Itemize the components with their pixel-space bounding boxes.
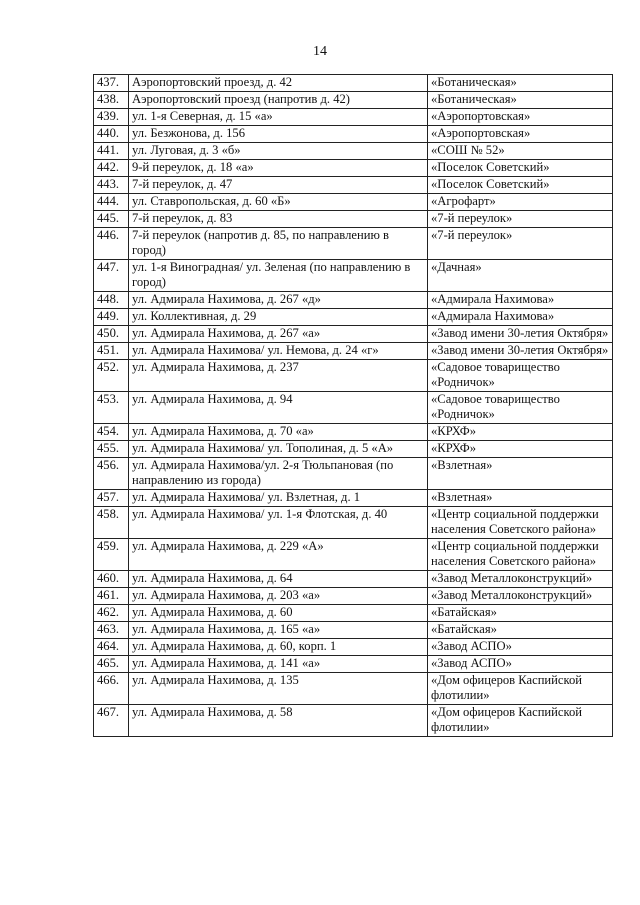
row-number: 463. xyxy=(94,622,129,639)
page-number: 14 xyxy=(313,44,327,59)
stop-address: ул. Адмирала Нахимова/ ул. Взлетная, д. 1 xyxy=(129,490,428,507)
stop-address: ул. Адмирала Нахимова/ ул. Немова, д. 24 «г» xyxy=(129,343,428,360)
row-number: 455. xyxy=(94,441,129,458)
row-number: 445. xyxy=(94,211,129,228)
row-number: 442. xyxy=(94,160,129,177)
row-number: 461. xyxy=(94,588,129,605)
stop-address: ул. Ставропольская, д. 60 «Б» xyxy=(129,194,428,211)
stop-name: «Адмирала Нахимова» xyxy=(428,292,613,309)
row-number: 465. xyxy=(94,656,129,673)
stop-address: ул. 1-я Виноградная/ ул. Зеленая (по направлению в город) xyxy=(129,260,428,292)
row-number: 449. xyxy=(94,309,129,326)
stop-address: ул. Безжонова, д. 156 xyxy=(129,126,428,143)
row-number: 452. xyxy=(94,360,129,392)
stop-name: «Дачная» xyxy=(428,260,613,292)
stop-address: ул. Адмирала Нахимова, д. 70 «а» xyxy=(129,424,428,441)
stop-name: «Завод имени 30-летия Октября» xyxy=(428,343,613,360)
stop-address: 7-й переулок, д. 47 xyxy=(129,177,428,194)
row-number: 460. xyxy=(94,571,129,588)
stop-name: «СОШ № 52» xyxy=(428,143,613,160)
row-number: 458. xyxy=(94,507,129,539)
stop-name: «Аэропортовская» xyxy=(428,109,613,126)
stop-name: «Садовое товарищество «Родничок» xyxy=(428,392,613,424)
stop-name: «Завод Металлоконструкций» xyxy=(428,571,613,588)
stop-address: 7-й переулок (напротив д. 85, по направлению в город) xyxy=(129,228,428,260)
stop-name: «Садовое товарищество «Родничок» xyxy=(428,360,613,392)
stop-name: «Агрофарт» xyxy=(428,194,613,211)
table-row xyxy=(94,326,613,343)
stop-address: ул. Адмирала Нахимова, д. 237 xyxy=(129,360,428,392)
stop-name: «Взлетная» xyxy=(428,458,613,490)
table-row xyxy=(94,673,613,705)
row-number: 451. xyxy=(94,343,129,360)
stop-name: «КРХФ» xyxy=(428,441,613,458)
row-number: 454. xyxy=(94,424,129,441)
table-row xyxy=(94,539,613,571)
table-row xyxy=(94,424,613,441)
table-row xyxy=(94,490,613,507)
table-row xyxy=(94,194,613,211)
row-number: 439. xyxy=(94,109,129,126)
table-row xyxy=(94,343,613,360)
row-number: 462. xyxy=(94,605,129,622)
stop-name: «Адмирала Нахимова» xyxy=(428,309,613,326)
stop-address: ул. 1-я Северная, д. 15 «а» xyxy=(129,109,428,126)
stop-name: «Центр социальной поддержки населения Советского района» xyxy=(428,539,613,571)
table-row xyxy=(94,143,613,160)
table-row xyxy=(94,360,613,392)
stop-address: ул. Адмирала Нахимова, д. 94 xyxy=(129,392,428,424)
stop-name: «Ботаническая» xyxy=(428,75,613,92)
stop-name: «Завод Металлоконструкций» xyxy=(428,588,613,605)
stop-address: ул. Коллективная, д. 29 xyxy=(129,309,428,326)
stop-address: Аэропортовский проезд (напротив д. 42) xyxy=(129,92,428,109)
row-number: 456. xyxy=(94,458,129,490)
stop-address: ул. Луговая, д. 3 «б» xyxy=(129,143,428,160)
stop-address: ул. Адмирала Нахимова, д. 60, корп. 1 xyxy=(129,639,428,656)
stop-address: ул. Адмирала Нахимова, д. 135 xyxy=(129,673,428,705)
stop-name: «Завод АСПО» xyxy=(428,639,613,656)
stop-address: Аэропортовский проезд, д. 42 xyxy=(129,75,428,92)
table-row xyxy=(94,75,613,92)
stop-name: «Взлетная» xyxy=(428,490,613,507)
table-row xyxy=(94,639,613,656)
row-number: 457. xyxy=(94,490,129,507)
stop-name: «Дом офицеров Каспийской флотилии» xyxy=(428,705,613,737)
row-number: 466. xyxy=(94,673,129,705)
table-row xyxy=(94,309,613,326)
stop-name: «Завод АСПО» xyxy=(428,656,613,673)
table-row xyxy=(94,292,613,309)
row-number: 440. xyxy=(94,126,129,143)
row-number: 450. xyxy=(94,326,129,343)
table-row xyxy=(94,228,613,260)
row-number: 459. xyxy=(94,539,129,571)
stop-address: ул. Адмирала Нахимова/ ул. Тополиная, д. 5 «А» xyxy=(129,441,428,458)
stop-name: «Поселок Советский» xyxy=(428,160,613,177)
row-number: 453. xyxy=(94,392,129,424)
stop-name: «Дом офицеров Каспийской флотилии» xyxy=(428,673,613,705)
stop-name: «Поселок Советский» xyxy=(428,177,613,194)
row-number: 441. xyxy=(94,143,129,160)
stop-address: ул. Адмирала Нахимова, д. 141 «а» xyxy=(129,656,428,673)
stop-address: ул. Адмирала Нахимова, д. 267 «а» xyxy=(129,326,428,343)
table-row xyxy=(94,458,613,490)
stop-address: 7-й переулок, д. 83 xyxy=(129,211,428,228)
row-number: 437. xyxy=(94,75,129,92)
table-row xyxy=(94,441,613,458)
table-row xyxy=(94,160,613,177)
table-row xyxy=(94,705,613,737)
table-row xyxy=(94,177,613,194)
stop-name: «КРХФ» xyxy=(428,424,613,441)
table-row xyxy=(94,109,613,126)
table-row xyxy=(94,588,613,605)
stop-name: «7-й переулок» xyxy=(428,211,613,228)
stop-address: ул. Адмирала Нахимова, д. 203 «а» xyxy=(129,588,428,605)
row-number: 467. xyxy=(94,705,129,737)
table-row xyxy=(94,92,613,109)
stop-name: «Завод имени 30-летия Октября» xyxy=(428,326,613,343)
row-number: 447. xyxy=(94,260,129,292)
stop-address: ул. Адмирала Нахимова/ ул. 1-я Флотская, д. 40 xyxy=(129,507,428,539)
table-row xyxy=(94,656,613,673)
stop-name: «Батайская» xyxy=(428,622,613,639)
row-number: 448. xyxy=(94,292,129,309)
row-number: 438. xyxy=(94,92,129,109)
stop-address: ул. Адмирала Нахимова, д. 60 xyxy=(129,605,428,622)
stop-address: ул. Адмирала Нахимова, д. 267 «д» xyxy=(129,292,428,309)
table-body xyxy=(94,75,613,737)
row-number: 443. xyxy=(94,177,129,194)
stop-name: «Батайская» xyxy=(428,605,613,622)
row-number: 446. xyxy=(94,228,129,260)
table-row xyxy=(94,211,613,228)
row-number: 444. xyxy=(94,194,129,211)
row-number: 464. xyxy=(94,639,129,656)
table-row xyxy=(94,260,613,292)
stop-name: «Центр социальной поддержки населения Советского района» xyxy=(428,507,613,539)
table-row xyxy=(94,622,613,639)
table-row xyxy=(94,571,613,588)
stop-address: 9-й переулок, д. 18 «а» xyxy=(129,160,428,177)
table-row xyxy=(94,392,613,424)
table-row xyxy=(94,126,613,143)
stop-address: ул. Адмирала Нахимова, д. 165 «а» xyxy=(129,622,428,639)
table-row xyxy=(94,605,613,622)
stop-address: ул. Адмирала Нахимова, д. 58 xyxy=(129,705,428,737)
stop-address: ул. Адмирала Нахимова, д. 64 xyxy=(129,571,428,588)
stop-address: ул. Адмирала Нахимова, д. 229 «А» xyxy=(129,539,428,571)
table-row xyxy=(94,507,613,539)
stop-name: «Ботаническая» xyxy=(428,92,613,109)
stop-name: «Аэропортовская» xyxy=(428,126,613,143)
stop-address: ул. Адмирала Нахимова/ул. 2-я Тюльпановая (по направлению из города) xyxy=(129,458,428,490)
bus-stops-table xyxy=(93,74,613,737)
stop-name: «7-й переулок» xyxy=(428,228,613,260)
